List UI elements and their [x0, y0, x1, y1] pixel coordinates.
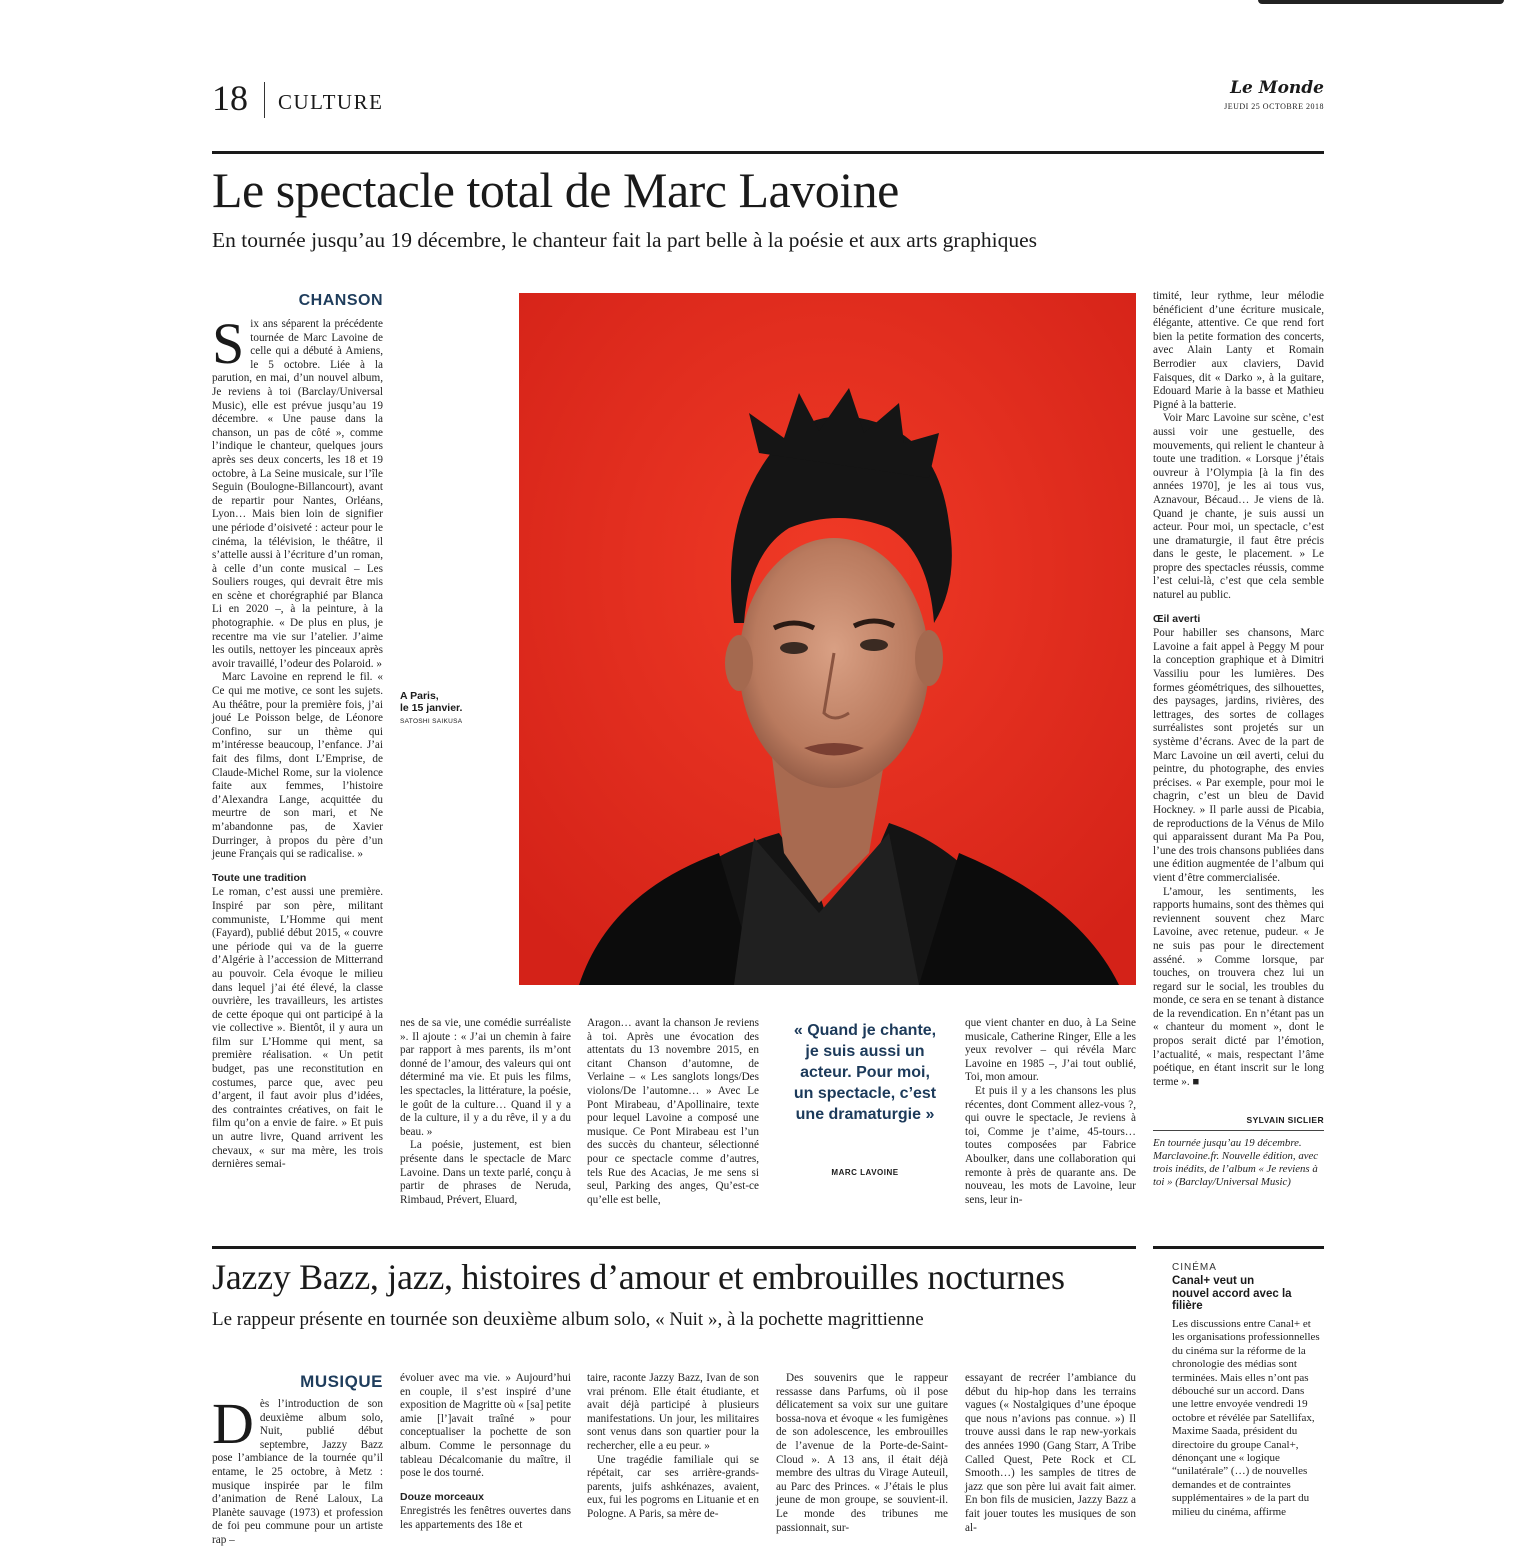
paragraph: La poésie, justement, est bien présente dans le spectacle de Marc Lavoine. Dans un texte parlé, conçu à partir de phrases de Neruda, Rimbaud, Prévert, Eluard, [400, 1139, 571, 1206]
brief-body [1172, 1318, 1320, 1536]
article-column-6 [1153, 290, 1324, 1112]
brief-rule [1153, 1246, 1324, 1249]
paragraph: Aragon… avant la chanson Je reviens à toi. Après une évocation des attentats du 13 novembre 2015, en citant Chanson d’automne, de Verlaine – « Les sanglots longs/Des violons/De l’automne… » Avec Le Pont Mirabeau, d’Apollinaire, texte pour lequel Lavoine a composé une musique. Ce Pont Mirabeau est l’un des succès du chanteur, sélectionné pour ce spectacle comme d’autres, tels Rue des Acacias, Je me sens si seul, Parking des anges, Qu’est-ce qu’elle est belle, [587, 1017, 759, 1206]
article2-title: Jazzy Bazz, jazz, histoires d’amour et embrouilles nocturnes [212, 1257, 1065, 1297]
drop-cap: D [212, 1391, 254, 1456]
subheading: Toute une tradition [212, 871, 307, 884]
photo-caption [400, 690, 510, 728]
paragraph: Enregistrés les fenêtres ouvertes dans les appartements des 18e et [400, 1505, 571, 1531]
paragraph: L’amour, les sentiments, les rapports humains, sont des thèmes qui reviennent souvent chez Marc Lavoine, avec retenue, pudeur. « Je ne suis pas pour le directement asséné. » Comme lorsque, par touches, on trouvera chez lui un regard sur le social, les troubles du monde, ce sera en se tenant à distance de la revendication. En n’étant pas un « chanteur du moment », dont le propos serait dicté par l’émotion, l’actualité, « mais, respectant l’âme poétique, en étant inscrit sur le long terme ». ■ [1153, 885, 1324, 1088]
article2-column-1 [212, 1391, 383, 1546]
article2-column-4 [776, 1372, 948, 1536]
article-column-1 [212, 311, 383, 1208]
paragraph: Les discussions entre Canal+ et les organisations professionnelles du cinéma sur la réforme de la chronologie des médias sont terminées. Mais elles n’ont pas débouché sur un accord. Dans une lettre envoyée vendredi 19 octobre et révélée par Satellifax, Maxime Saada, président du directoire du groupe Canal+, dénonçant une « logique “unilatérale” (…) de nouvelles demandes et de contraintes supplémentaires » de la part du milieu du cinéma, affirme [1172, 1318, 1320, 1518]
brief-kicker: CINÉMA [1172, 1262, 1217, 1273]
pull-quote-author: MARC LAVOINE [831, 1168, 899, 1177]
article2-subtitle: Le rappeur présente en tournée son deuxième album solo, « Nuit », à la pochette magrittienne [212, 1309, 924, 1330]
article2-rule [212, 1246, 1136, 1249]
paragraph: essayant de recréer l’ambiance du début du hip-hop dans les terrains vagues (« Nostalgiques d’une époque que nous n’avions pas connue. ») Il trouve aussi dans le rap new-yorkais des années 1990 (Gang Starr, A Tribe Called Quest, Pete Rock et CL Smooth…) les samples de titres de jazz que son père lui avait fait aimer. En bon fils de musicien, Jazzy Bazz a fait jouer toutes les musiques de son al- [965, 1372, 1136, 1534]
top-rule [212, 151, 1324, 154]
paragraph: Des souvenirs que le rappeur ressasse dans Parfums, où il pose délicatement sa voix sur une guitare bossa-nova et évoque « les fumigènes de son adolescence, les embrouilles de l’avenue de la Porte-de-Saint-Cloud ». A 13 ans, il était déjà membre des ultras du Virage Auteuil, au Parc des Princes. « J’étais le plus jeune de mon groupe, se souvient-il. Le monde des tribunes me passionnait, sur- [776, 1372, 948, 1534]
paragraph: ès l’introduction de son deuxième album solo, Nuit, publié début septembre, Jazzy Bazz pose l’ambiance de la tournée qu’il entame, le 25 octobre, à Metz : musique inspirée par le film d’animation de René Laloux, La Planète sauvage (1973) et profession de foi peu commune pour un artiste rap – [212, 1398, 383, 1546]
article-subtitle: En tournée jusqu’au 19 décembre, le chanteur fait la part belle à la poésie et aux arts graphiques [212, 228, 1038, 252]
header-divider [264, 82, 265, 118]
brief-title: Canal+ veut un nouvel accord avec la filière [1172, 1275, 1292, 1312]
paragraph: ix ans séparent la précédente tournée de Marc Lavoine de celle qui a débuté à Amiens, le 5 octobre. Liée à la parution, en mai, d’un nouvel album, Je reviens à toi (Barclay/Universal Music), elle est prévue jusqu’au 19 décembre. « Une pause dans la chanson, un pas de côté », comme l’indique le chanteur, quelques jours après ses deux concerts, les 18 et 19 octobre, à La Seine musicale, sur l’île Seguin (Boulogne-Billancourt), avant de repartir pour Nantes, Orléans, Lyon… Mais bien loin de signifier une période d’oisiveté : acteur pour le cinéma, la télévision, le théâtre, il s’attelle aussi à l’écriture d’un roman, à celle d’un conte musical – Les Souliers rouges, qui devrait être mis en scène et chorégraphié par Blanca Li en 2020 –, à la peinture, à la photographie. « De plus en plus, je recentre ma vie sur l’atelier. J’aime les outils, nettoyer les pinceaux après avoir travaillé, l’odeur des Polaroid. » [212, 318, 383, 670]
article2-column-2 [400, 1372, 571, 1536]
article2-column-3 [587, 1372, 759, 1536]
caption-date: le 15 janvier. [400, 702, 463, 714]
subheading: Douze morceaux [400, 1490, 485, 1503]
paragraph: Pour habiller ses chansons, Marc Lavoine a fait appel à Peggy M pour la conception graphique et à Dimitri Vassiliu pour les lumières. Des formes géométriques, des silhouettes, des paysages, jardins, rivières, des lettrages, des sortes de collages surréalistes sont projetés sur un système d’écrans. Avec de la part de Marc Lavoine un œil averti, celui du peintre, du photographe, des envies précises. « Par exemple, pour moi le chagrin, c’est un bleu de David Hockney. » Il parle aussi de Picabia, de reproductions de la Vénus de Milo qui apparaissent durant Ma Pa Pou, l’une des trois chansons publiées dans une édition augmentée de l’album qui vient d’être commercialisée. [1153, 627, 1324, 884]
rubric-label: CHANSON [298, 292, 383, 309]
paragraph: timité, leur rythme, leur mélodie bénéficient d’une écriture musicale, élégante, attentive. Ce que rend fort bien la petite formation des concerts, avec Alain Lanty et Romain Berrodier aux claviers, David Faisques, dit « Darko », à la guitare, Edouard Marie à la basse et Mathieu Pigné à la batterie. [1153, 290, 1324, 411]
article2-rubric: MUSIQUE [300, 1372, 383, 1391]
portrait-illustration [519, 293, 1136, 985]
info-box: En tournée jusqu’au 19 décembre. Marclavoine.fr. Nouvelle édition, avec trois inédits, de l’album « Je reviens à toi » (Barclay/Universal Music) [1153, 1137, 1319, 1188]
info-rule [1153, 1130, 1324, 1131]
drop-cap: S [212, 311, 245, 376]
byline: SYLVAIN SICLIER [1246, 1115, 1324, 1125]
paragraph: Le roman, c’est aussi une première. Inspiré par son père, militant communiste, L’Homme qui ment (Fayard), publié début 2015, « couvre une période qui va de la guerre d’Algérie à l’accession de Mitterrand au pouvoir. Cela évoque le milieu dans lequel j’ai été élevé, la classe ouvrière, les travailleurs, les artistes de cette époque qui ont participé à la vie collective ». Bientôt, il y aura un film sur L’Homme qui ment, sa première réalisation. « Un petit budget, pas une reconstitution en costumes, parce que, avec peu d’argent, il faut avoir plus d’idées, des contraintes créatives, on fait le film qu’on a envie de faire. » Et puis un autre livre, Quand arrivent les chevaux, « sur ma mère, les trois dernières semai- [212, 886, 383, 1171]
article-column-2 [400, 1017, 571, 1212]
paragraph: nes de sa vie, une comédie surréaliste ». Il ajoute : « J’ai un chemin à faire par rapport à mes parents, ils m’ont donné de l’amour, des valeurs qui ont déterminé ma vie. Et puis les films, les spectacles, la littérature, la poésie, le goût de la culture… Quand il y a de la culture, il y a du rêve, il y a du beau. » [400, 1017, 571, 1138]
paragraph: que vient chanter en duo, à La Seine musicale, Catherine Ringer, Elle a les yeux revolver – qui révéla Marc Lavoine en 1985 –, J’ai tout oublié, Toi, mon amour. [965, 1017, 1136, 1084]
top-edge-bar [1258, 0, 1504, 4]
article-column-5 [965, 1017, 1136, 1212]
paragraph: Marc Lavoine en reprend le fil. « Ce qui me motive, ce sont les sujets. Au théâtre, pour la première fois, j’ai joué Le Poisson belge, de Léonore Confino, sur un thème qui m’intéresse beaucoup, l’enfance. J’ai fait des films, dont L’Emprise, de Claude-Michel Rome, sur la violence faite aux femmes, l’histoire d’Alexandra Lange, acquittée du meurtre de son mari, et Ne m’abandonne pas, de Xavier Durringer, à propos du père d’un jeune Français qui se radicalise. » [212, 671, 383, 861]
photo-credit: SATOSHI SAIKUSA [400, 718, 463, 725]
article-title: Le spectacle total de Marc Lavoine [212, 162, 899, 218]
paragraph: Une tragédie familiale qui se répétait, car ses arrière-grands-parents, juifs ashkénazes, avaient, eux, fui les pogroms en Lituanie et en Pologne. A Paris, sa mère de- [587, 1453, 759, 1520]
paragraph: évoluer avec ma vie. » Aujourd’hui en couple, il s’est inspiré d’une exposition de Magritte où « [sa] petite amie [l’]avait traîné » pour conceptualiser la pochette de son album. Comme le personnage du tableau Décalcomanie du maître, il pose le dos tourné. [400, 1372, 571, 1480]
paragraph: Voir Marc Lavoine sur scène, c’est aussi voir une gestuelle, des mouvements, qui relient le chanteur à toute une tradition. « Lorsque j’étais ouvreur à l’Olympia [à la fin des années 1970], je les ai tous vus, Aznavour, Bécaud… Je viens de là. Quand je chante, je suis aussi un acteur. Pour moi, un spectacle, c’est une dramaturgie, il faut être précis dans le geste, le placement. » Le propre des spectacles réussis, comme l’est celui-là, c’est que cela semble naturel au public. [1153, 412, 1324, 602]
caption-place: A Paris, [400, 690, 439, 702]
article2-column-5 [965, 1372, 1136, 1536]
portrait-photo [519, 293, 1136, 985]
section-title: CULTURE [278, 90, 384, 114]
pull-quote: « Quand je chante, je suis aussi un acteur. Pour moi, un spectacle, c’est une dramaturgie » [793, 1022, 937, 1123]
paragraph: Et puis il y a les chansons les plus récentes, dont Comment allez-vous ?, qui ouvre le spectacle, Je reviens à toi, Comme je t’aime, 45-tours… toutes composées par Fabrice Aboulker, dans une collaboration qui remonte à près de quarante ans. De nouveau, les mots de Lavoine, leur sens, leur in- [965, 1084, 1136, 1206]
subheading: Œil averti [1153, 612, 1201, 625]
page-number: 18 [212, 78, 248, 118]
issue-date: JEUDI 25 OCTOBRE 2018 [1224, 102, 1324, 111]
paragraph: taire, raconte Jazzy Bazz, Ivan de son vrai prénom. Elle était étudiante, et avait déjà participé à plusieurs manifestations. Un jour, les militaires sont venus dans son quartier pour la rechercher, elle a eu peur. » [587, 1372, 759, 1452]
masthead-logo: Le Monde [1230, 78, 1324, 98]
article-column-3 [587, 1017, 759, 1212]
